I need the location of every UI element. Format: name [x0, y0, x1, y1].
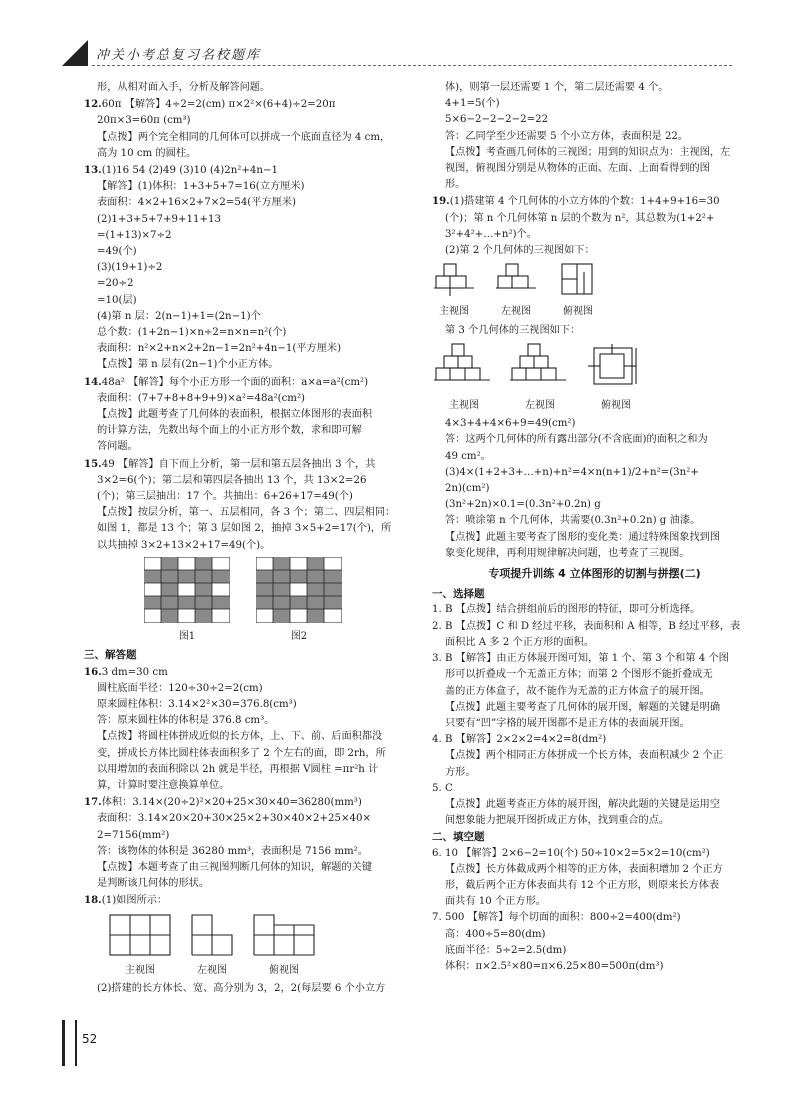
text-line: 变，拼成长方体比圆柱体表面积多了 2 个左右的面，即 2rh，所	[97, 747, 386, 759]
three-views-18	[108, 913, 409, 979]
text-line: 【点拨】考查画几何体的三视图；用到的知识点为：主视图，左	[445, 146, 731, 158]
view-caption: 左视图	[501, 306, 531, 318]
text-line: 体积：3.14×(20÷2)²×20+25×30×40=36280(mm³)	[101, 797, 362, 809]
text-line: 形，从相对面入手，分析及解答问题。	[97, 82, 271, 93]
text-line: =10(层)	[97, 294, 137, 306]
text-line: 【点拨】两个完全相同的几何体可以拼成一个底面直径为 4 cm，	[97, 131, 391, 143]
text-line: 【解答】(1)体积：1+3+5+7=16(立方厘米)	[97, 181, 305, 193]
text-line: (1)如图所示：	[101, 895, 168, 907]
text-line: 20π×3=60π (cm³)	[97, 115, 191, 127]
text-line: 总个数：(1+2n−1)×n÷2=n×n=n²(个)	[97, 327, 287, 339]
text-line: 6. 10 【解答】2×6−2=10(个) 50÷10×2=5×2=10(cm²)	[432, 847, 710, 859]
right-column	[432, 80, 757, 975]
text-line: 第 3 个几何体的三视图如下：	[445, 324, 581, 336]
text-line: (个)；第三层抽出：17 个。共抽出：6+26+17=49(个)	[97, 491, 353, 503]
text-line: 面共有 10 个正方形。	[445, 896, 546, 908]
text-line: 2=7156(mm²)	[97, 829, 170, 841]
text-line: 【点拨】此题主要考查了几何体的展开图，解题的关键是明确	[445, 701, 721, 713]
text-line: (2)搭建的长方体长、宽、高分别为 3，2，2(每层要 6 个小立方	[97, 982, 386, 994]
top-view-2-drawing	[558, 262, 598, 298]
view-caption: 左视图	[197, 964, 227, 976]
header-title: 冲关小考总复习名校题库	[96, 48, 262, 63]
text-line: 4+1=5(个)	[445, 98, 500, 110]
question-number: 15.	[84, 457, 102, 470]
view3-front	[434, 342, 494, 414]
text-line: 以共抽掉 3×2+13×2+17=49(个)。	[97, 539, 271, 551]
top-view-drawing	[252, 913, 316, 957]
text-line: =20÷2	[97, 278, 134, 290]
question-number: 16.	[84, 665, 102, 678]
figure-caption: 图2	[290, 631, 308, 643]
section-heading: 三、解答题	[84, 649, 137, 662]
header-triangle-icon	[62, 40, 88, 66]
text-line: 是判断该几何体的形状。	[97, 878, 210, 890]
text-line: 5×6−2−2−2−2=22	[445, 114, 549, 126]
text-line: 48a² 【解答】每个小正方形一个面的面积：a×a=a²(cm²)	[101, 376, 369, 388]
text-line: 7. 500 【解答】每个切面的面积：800÷2=400(dm²)	[432, 912, 681, 924]
text-line: 表面积：3.14×20×20+30×25×2+30×40×2+25×40×	[97, 813, 371, 825]
text-line: 3. B 【解答】由正方体展开图可知，第 1 个、第 3 个和第 4 个图	[432, 653, 729, 665]
view-caption: 俯视图	[563, 306, 593, 318]
view-caption: 左视图	[525, 400, 555, 412]
text-line: 原来圆柱体积：3.14×2²×30=376.8(cm³)	[97, 698, 297, 710]
view-front	[108, 913, 172, 979]
view3-left	[510, 342, 570, 414]
text-line: 49 【解答】自下而上分析，第一层和第五层各抽出 3 个，共	[101, 458, 376, 470]
grid-figures	[144, 557, 409, 645]
text-line: 形。	[445, 179, 466, 191]
text-line: 表面积：n²×2+n×2+2n−1=2n²+4n−1(平方厘米)	[97, 343, 342, 355]
section-heading: 一、选择题	[432, 588, 485, 601]
view-caption: 主视图	[125, 964, 155, 976]
text-line: 4×3+4+4×6+9=49(cm²)	[445, 418, 576, 430]
question-number: 17.	[84, 796, 102, 809]
question-number: 18.	[84, 894, 102, 907]
text-line: 以用增加的表面积除以 2h 就是半径，再根据 V圆柱 =πr²h 计	[97, 763, 379, 775]
view-top	[252, 913, 316, 979]
text-line: (个)；第 n 个几何体第 n 层的个数为 n²，其总数为(1+2²+	[445, 212, 715, 224]
text-line: 间想象能力把展开图折成正方体，找到重合的点。	[445, 815, 670, 827]
text-line: 60π 【解答】4÷2=2(cm) π×2²×(6+4)÷2=20π	[101, 99, 336, 111]
text-line: 方形。	[445, 766, 476, 778]
text-line: 答问题。	[97, 441, 138, 453]
text-line: 3²+4²+…+n²)个。	[445, 228, 537, 240]
text-line: 【点拨】两个相同正方体拼成一个长方体，表面积减少 2 个正	[445, 750, 723, 762]
left-view-3-drawing	[510, 342, 570, 392]
top-view-3-drawing	[586, 342, 646, 392]
text-line: 盖的正方体盒子，故不能作为无盖的正方体盒子的展开图。	[445, 685, 710, 697]
view2-left	[496, 262, 536, 320]
left-column	[84, 80, 409, 997]
view-caption: 主视图	[449, 400, 479, 412]
text-line: 1. B 【点拨】结合拼组前后的图形的特征，即可分析选择。	[432, 604, 701, 616]
header-divider	[92, 65, 732, 66]
text-line: =49(个)	[97, 246, 137, 258]
text-line: 答：乙同学至少还需要 5 个小立方体，表面积是 22。	[445, 130, 689, 142]
text-line: 答：该物体的体积是 36280 mm³，表面积是 7156 mm²。	[97, 845, 368, 857]
front-view-3-drawing	[434, 342, 494, 392]
text-line: 体)，则第一层还需要 1 个，第二层还需要 4 个。	[445, 82, 669, 93]
question-number: 13.	[84, 164, 102, 177]
text-line: (2)第 2 个几何体的三视图如下：	[445, 245, 595, 257]
text-line: 如图 1，都是 13 个；第 3 层如图 2，抽掉 3×5+2=17(个)，所	[97, 523, 392, 535]
text-line: 5. C	[432, 782, 453, 794]
text-line: 【点拨】此题考查了几何体的表面积，根据立体图形的表面积	[97, 409, 373, 421]
three-views-2	[434, 262, 757, 320]
text-line: 【点拨】此题考查正方体的展开图，解决此题的关键是运用空	[445, 798, 721, 810]
view2-top	[558, 262, 598, 320]
grid-figure-1	[144, 557, 230, 623]
view-caption: 俯视图	[601, 400, 631, 412]
page-header	[62, 40, 732, 68]
text-line: 的计算方法，先数出每个面上的小正方形个数，求和即可解	[97, 425, 362, 437]
special-section-title: 专项提升训练 4 立体图形的切割与拼摆(二)	[488, 567, 701, 581]
text-line: 4. B 【解答】2×2×2=4×2=8(dm²)	[432, 734, 607, 746]
text-line: 视图，俯视图分别是从物体的正面、左面、上面看得到的图	[445, 163, 710, 175]
text-line: 3 dm=30 cm	[101, 666, 168, 678]
text-line: 49 cm²。	[445, 450, 491, 462]
text-line: 高：400÷5=80(dm)	[445, 928, 546, 940]
text-line: (1)搭建第 4 个几何体的小立方体的个数：1+4+9+16=30	[449, 196, 720, 208]
text-line: 高为 10 cm 的圆柱。	[97, 147, 197, 159]
view-left	[190, 913, 234, 979]
question-number: 19.	[432, 195, 450, 208]
text-line: 形可以折叠成一个无盖正方体；而第 2 个图形不能折叠成无	[445, 669, 713, 681]
text-line: 【点拨】长方体截成两个相等的正方体，表面积增加 2 个正方	[445, 863, 723, 875]
text-line: 2n)(cm²)	[445, 483, 490, 495]
section-heading: 二、填空题	[432, 831, 485, 844]
text-line: 【点拨】将圆柱体拼成近似的长方体，上、下、前、后面积都没	[97, 731, 383, 743]
text-line: (3)(19+1)÷2	[97, 262, 163, 274]
figure-caption: 图1	[178, 631, 196, 643]
text-line: 【点拨】第 n 层有(2n−1)个小正方体。	[97, 359, 279, 371]
text-line: 面积比 A 多 2 个正方形的面积。	[445, 636, 595, 648]
text-line: 圆柱底面半径：120÷30÷2=2(cm)	[97, 682, 263, 694]
question-number: 14.	[84, 375, 102, 388]
text-line: 象变化规律，再利用规律解决问题，也考查了三视图。	[445, 547, 690, 559]
front-view-drawing	[108, 913, 172, 957]
text-line: (1)16 54 (2)49 (3)10 (4)2n²+4n−1	[101, 165, 278, 177]
footer-bar-icon	[62, 1020, 77, 1066]
front-view-2-drawing	[434, 262, 474, 298]
text-line: 形，截后两个正方体表面共有 12 个正方形，则原来长方体表	[445, 879, 720, 891]
text-line: 答：喷涂第 n 个几何体，共需要(0.3n²+0.2n) g 油漆。	[445, 515, 701, 527]
text-line: 体积：π×2.5²×80=π×6.25×80=500π(dm³)	[445, 960, 664, 972]
text-line: 【点拨】本题考查了由三视图判断几何体的知识，解题的关键	[97, 861, 373, 873]
text-line: 答：这两个几何体的所有露出部分(不含底面)的面积之和为	[445, 434, 708, 446]
text-line: 2. B 【点拨】C 和 D 经过平移，表面积和 A 相等，B 经过平移，表	[432, 620, 741, 632]
three-views-3	[434, 342, 757, 414]
text-line: 表面积：(7+7+8+8+9+9)×a²=48a²(cm²)	[97, 392, 306, 404]
figure-1	[144, 557, 230, 645]
text-line: 只要有“凹”字格的展开图都不是正方体的表面展开图。	[445, 717, 690, 729]
text-line: 【点拨】此题主要考查了图形的变化类：通过特殊图象找到图	[445, 531, 721, 543]
page-number: 52	[82, 1032, 98, 1046]
view2-front	[434, 262, 474, 320]
view3-top	[586, 342, 646, 414]
question-number: 12.	[84, 98, 102, 111]
text-line: 底面半径：5÷2=2.5(dm)	[445, 944, 567, 956]
left-view-drawing	[190, 913, 234, 957]
view-caption: 主视图	[439, 306, 469, 318]
text-line: 【点拨】按层分析，第一、五层相同，各 3 个；第二、四层相同：	[97, 507, 396, 519]
left-view-2-drawing	[496, 262, 536, 298]
text-line: 3×2=6(个)；第二层和第四层各抽出 13 个，共 13×2=26	[97, 474, 367, 486]
text-line: (2)1+3+5+7+9+11+13	[97, 213, 221, 225]
text-line: (3n²+2n)×0.1=(0.3n²+0.2n) g	[445, 499, 601, 511]
text-line: (3)4×(1+2+3+…+n)+n²=4×n(n+1)/2+n²=(3n²+	[445, 466, 699, 478]
figure-2	[256, 557, 342, 645]
view-caption: 俯视图	[269, 964, 299, 976]
text-line: (4)第 n 层：2(n−1)+1=(2n−1)个	[97, 310, 261, 322]
text-line: =(1+13)×7÷2	[97, 229, 172, 241]
text-line: 答：原来圆柱体的体积是 376.8 cm³。	[97, 715, 275, 727]
grid-figure-2	[256, 557, 342, 623]
text-line: 表面积：4×2+16×2+7×2=54(平方厘米)	[97, 197, 296, 209]
text-line: 算，计算时要注意换算单位。	[97, 779, 230, 791]
